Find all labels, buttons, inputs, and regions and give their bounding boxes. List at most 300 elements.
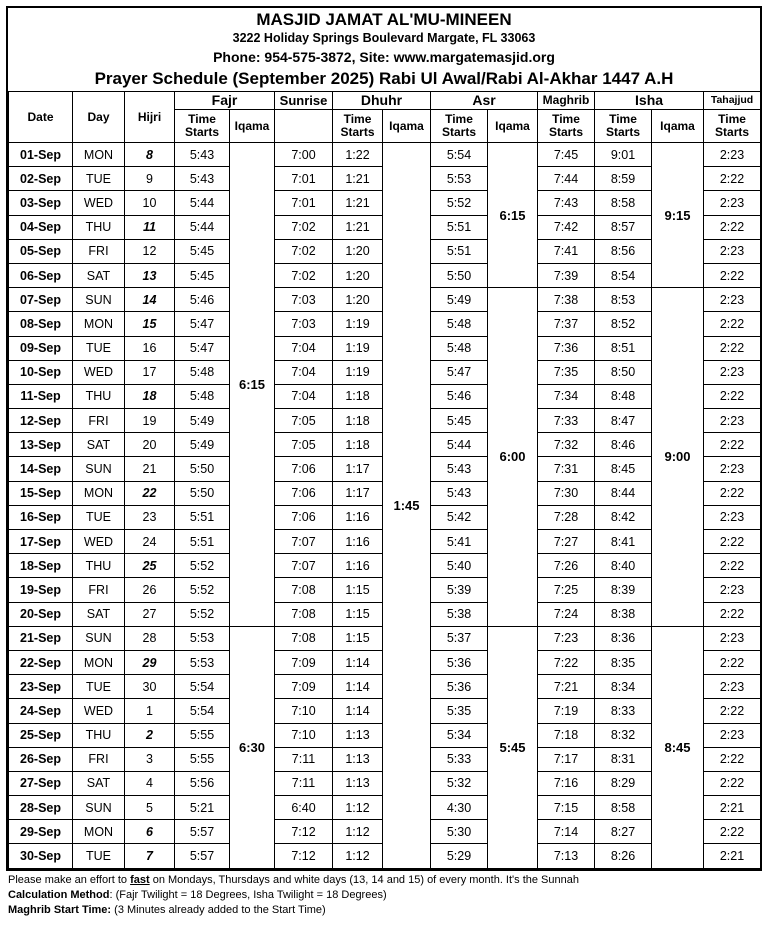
date-cell: 17-Sep (9, 530, 73, 554)
sunrise-time-cell: 7:03 (275, 312, 333, 336)
fajr-time-cell: 5:52 (175, 554, 230, 578)
sunrise-time-cell: 7:10 (275, 699, 333, 723)
sunrise-time-cell: 7:09 (275, 650, 333, 674)
hijri-cell: 16 (125, 336, 175, 360)
fajr-iqama-header: Iqama (230, 110, 275, 143)
maghrib-time-cell: 7:24 (538, 602, 595, 626)
date-cell: 07-Sep (9, 288, 73, 312)
date-cell: 03-Sep (9, 191, 73, 215)
tahajjud-time-cell: 2:23 (704, 288, 761, 312)
sunrise-time-cell: 7:02 (275, 239, 333, 263)
fajr-time-cell: 5:57 (175, 820, 230, 844)
asr-time-cell: 5:50 (431, 263, 488, 287)
sunrise-time-cell: 7:11 (275, 747, 333, 771)
sunrise-time-cell: 7:11 (275, 771, 333, 795)
asr-time-cell: 5:30 (431, 820, 488, 844)
tahajjud-time-cell: 2:22 (704, 384, 761, 408)
asr-iqama: 6:15 (488, 143, 538, 288)
isha-time-cell: 8:54 (595, 263, 652, 287)
sunrise-time-cell: 7:06 (275, 505, 333, 529)
isha-time-cell: 8:58 (595, 796, 652, 820)
isha-time-cell: 8:41 (595, 530, 652, 554)
asr-time-cell: 5:45 (431, 409, 488, 433)
fajr-time-cell: 5:56 (175, 771, 230, 795)
sunrise-time-cell: 7:01 (275, 167, 333, 191)
dhuhr-time-cell: 1:22 (333, 143, 383, 167)
asr-iqama: 6:00 (488, 288, 538, 627)
isha-time-cell: 8:36 (595, 626, 652, 650)
asr-iqama-header: Iqama (488, 110, 538, 143)
date-cell: 06-Sep (9, 263, 73, 287)
tahajjud-time-cell: 2:22 (704, 554, 761, 578)
day-cell: MON (73, 143, 125, 167)
date-cell: 18-Sep (9, 554, 73, 578)
hijri-cell: 12 (125, 239, 175, 263)
sunrise-time-cell: 7:12 (275, 844, 333, 868)
tahajjud-time-cell: 2:23 (704, 723, 761, 747)
isha-time-cell: 8:39 (595, 578, 652, 602)
tahajjud-time-cell: 2:22 (704, 747, 761, 771)
maghrib-time-cell: 7:22 (538, 650, 595, 674)
day-cell: TUE (73, 505, 125, 529)
dhuhr-time-cell: 1:21 (333, 167, 383, 191)
fajr-iqama: 6:15 (230, 143, 275, 627)
maghrib-time-cell: 7:39 (538, 263, 595, 287)
fajr-time-cell: 5:54 (175, 699, 230, 723)
dhuhr-time-cell: 1:12 (333, 844, 383, 868)
day-cell: MON (73, 481, 125, 505)
tahajjud-time-cell: 2:22 (704, 820, 761, 844)
day-cell: SAT (73, 263, 125, 287)
asr-time-cell: 5:36 (431, 675, 488, 699)
dhuhr-time-cell: 1:18 (333, 409, 383, 433)
day-cell: SUN (73, 457, 125, 481)
sunrise-time-cell: 7:02 (275, 263, 333, 287)
date-cell: 16-Sep (9, 505, 73, 529)
maghrib-time-cell: 7:26 (538, 554, 595, 578)
asr-time-cell: 5:47 (431, 360, 488, 384)
maghrib-time-cell: 7:15 (538, 796, 595, 820)
dhuhr-time-cell: 1:12 (333, 796, 383, 820)
footer-notes (8, 873, 579, 918)
day-cell: FRI (73, 578, 125, 602)
isha-time-cell: 8:29 (595, 771, 652, 795)
dhuhr-time-cell: 1:16 (333, 530, 383, 554)
tahajjud-time-cell: 2:23 (704, 360, 761, 384)
col-isha: Isha (595, 92, 704, 110)
maghrib-time-cell: 7:37 (538, 312, 595, 336)
dhuhr-time-cell: 1:17 (333, 457, 383, 481)
hijri-cell: 17 (125, 360, 175, 384)
isha-iqama: 8:45 (652, 626, 704, 868)
date-cell: 23-Sep (9, 675, 73, 699)
sunrise-time-cell: 7:04 (275, 384, 333, 408)
tahajjud-time-cell: 2:22 (704, 263, 761, 287)
hijri-cell: 4 (125, 771, 175, 795)
fajr-time-cell: 5:57 (175, 844, 230, 868)
tahajjud-time-cell: 2:23 (704, 239, 761, 263)
dhuhr-time-cell: 1:20 (333, 239, 383, 263)
fajr-time-cell: 5:52 (175, 602, 230, 626)
isha-iqama: 9:00 (652, 288, 704, 627)
tahajjud-time-cell: 2:23 (704, 505, 761, 529)
dhuhr-iqama: 1:45 (383, 143, 431, 869)
maghrib-time-cell: 7:23 (538, 626, 595, 650)
sunrise-time-cell: 7:04 (275, 360, 333, 384)
isha-time-cell: 8:53 (595, 288, 652, 312)
day-cell: WED (73, 699, 125, 723)
hijri-cell: 21 (125, 457, 175, 481)
asr-time-starts: Time Starts (431, 110, 488, 143)
fajr-iqama: 6:30 (230, 626, 275, 868)
isha-time-cell: 8:45 (595, 457, 652, 481)
isha-iqama-header: Iqama (652, 110, 704, 143)
isha-time-cell: 8:51 (595, 336, 652, 360)
maghrib-time-cell: 7:35 (538, 360, 595, 384)
day-cell: TUE (73, 844, 125, 868)
isha-time-starts: Time Starts (595, 110, 652, 143)
day-cell: SUN (73, 626, 125, 650)
asr-time-cell: 5:49 (431, 288, 488, 312)
tahajjud-time-cell: 2:22 (704, 699, 761, 723)
asr-time-cell: 5:42 (431, 505, 488, 529)
isha-time-cell: 8:46 (595, 433, 652, 457)
day-cell: TUE (73, 675, 125, 699)
tahajjud-time-cell: 2:22 (704, 602, 761, 626)
date-cell: 01-Sep (9, 143, 73, 167)
sunrise-time-cell: 7:03 (275, 288, 333, 312)
tahajjud-time-cell: 2:22 (704, 336, 761, 360)
isha-time-cell: 8:27 (595, 820, 652, 844)
tahajjud-time-cell: 2:22 (704, 530, 761, 554)
tahajjud-time-cell: 2:22 (704, 312, 761, 336)
maghrib-time-cell: 7:13 (538, 844, 595, 868)
hijri-cell: 25 (125, 554, 175, 578)
hijri-cell: 1 (125, 699, 175, 723)
col-sunrise: Sunrise (275, 92, 333, 110)
date-cell: 26-Sep (9, 747, 73, 771)
hijri-cell: 6 (125, 820, 175, 844)
tahajjud-time-cell: 2:23 (704, 191, 761, 215)
date-cell: 19-Sep (9, 578, 73, 602)
isha-time-cell: 8:31 (595, 747, 652, 771)
tahajjud-time-cell: 2:21 (704, 796, 761, 820)
date-cell: 28-Sep (9, 796, 73, 820)
maghrib-time-cell: 7:31 (538, 457, 595, 481)
maghrib-time-cell: 7:25 (538, 578, 595, 602)
date-cell: 04-Sep (9, 215, 73, 239)
schedule-title: Prayer Schedule (September 2025) Rabi Ul Awal/Rabi Al-Akhar 1447 A.H (94, 69, 674, 88)
hijri-cell: 29 (125, 650, 175, 674)
dhuhr-time-cell: 1:19 (333, 312, 383, 336)
sunrise-time-cell: 7:08 (275, 602, 333, 626)
sunrise-time-cell: 7:08 (275, 626, 333, 650)
fajr-time-cell: 5:21 (175, 796, 230, 820)
day-cell: THU (73, 215, 125, 239)
hijri-cell: 24 (125, 530, 175, 554)
day-cell: TUE (73, 167, 125, 191)
hijri-cell: 19 (125, 409, 175, 433)
dhuhr-time-cell: 1:17 (333, 481, 383, 505)
day-cell: THU (73, 723, 125, 747)
table-row (9, 143, 761, 167)
isha-time-cell: 8:40 (595, 554, 652, 578)
dhuhr-time-cell: 1:19 (333, 336, 383, 360)
fajr-time-cell: 5:51 (175, 505, 230, 529)
date-cell: 12-Sep (9, 409, 73, 433)
hijri-cell: 28 (125, 626, 175, 650)
dhuhr-time-cell: 1:20 (333, 263, 383, 287)
tahajjud-time-cell: 2:23 (704, 675, 761, 699)
fajr-time-cell: 5:49 (175, 433, 230, 457)
day-cell: SUN (73, 288, 125, 312)
hijri-cell: 26 (125, 578, 175, 602)
dhuhr-iqama-header: Iqama (383, 110, 431, 143)
dhuhr-time-cell: 1:13 (333, 723, 383, 747)
asr-time-cell: 5:40 (431, 554, 488, 578)
footer-maghrib-note: Maghrib Start Time: (3 Minutes already added to the Start Time) (8, 904, 326, 916)
asr-time-cell: 5:37 (431, 626, 488, 650)
hijri-cell: 15 (125, 312, 175, 336)
fajr-time-cell: 5:50 (175, 457, 230, 481)
schedule-body (9, 143, 761, 869)
tahajjud-time-cell: 2:22 (704, 167, 761, 191)
tahajjud-time-cell: 2:23 (704, 578, 761, 602)
isha-time-cell: 8:34 (595, 675, 652, 699)
masjid-name: MASJID JAMAT AL'MU-MINEEN (256, 10, 512, 29)
maghrib-time-cell: 7:32 (538, 433, 595, 457)
fajr-time-cell: 5:51 (175, 530, 230, 554)
day-cell: THU (73, 554, 125, 578)
maghrib-time-cell: 7:30 (538, 481, 595, 505)
fajr-time-cell: 5:45 (175, 239, 230, 263)
dhuhr-time-cell: 1:14 (333, 650, 383, 674)
isha-time-cell: 8:50 (595, 360, 652, 384)
isha-time-cell: 8:44 (595, 481, 652, 505)
maghrib-time-cell: 7:27 (538, 530, 595, 554)
asr-time-cell: 5:48 (431, 312, 488, 336)
isha-time-cell: 8:26 (595, 844, 652, 868)
dhuhr-time-cell: 1:15 (333, 626, 383, 650)
date-cell: 20-Sep (9, 602, 73, 626)
hijri-cell: 8 (125, 143, 175, 167)
asr-time-cell: 5:43 (431, 457, 488, 481)
asr-time-cell: 5:34 (431, 723, 488, 747)
sunrise-time-cell: 7:02 (275, 215, 333, 239)
day-cell: MON (73, 650, 125, 674)
date-cell: 13-Sep (9, 433, 73, 457)
dhuhr-time-cell: 1:20 (333, 288, 383, 312)
asr-iqama: 5:45 (488, 626, 538, 868)
dhuhr-time-cell: 1:19 (333, 360, 383, 384)
sunrise-blank-header (275, 110, 333, 143)
maghrib-time-cell: 7:41 (538, 239, 595, 263)
asr-time-cell: 5:36 (431, 650, 488, 674)
maghrib-time-cell: 7:16 (538, 771, 595, 795)
isha-time-cell: 8:59 (595, 167, 652, 191)
dhuhr-time-cell: 1:15 (333, 578, 383, 602)
sunrise-time-cell: 7:05 (275, 409, 333, 433)
tahajjud-time-cell: 2:21 (704, 844, 761, 868)
asr-time-cell: 5:46 (431, 384, 488, 408)
date-cell: 15-Sep (9, 481, 73, 505)
day-cell: MON (73, 820, 125, 844)
tahajjud-time-cell: 2:22 (704, 771, 761, 795)
sunrise-time-cell: 7:08 (275, 578, 333, 602)
fajr-time-cell: 5:55 (175, 747, 230, 771)
col-date: Date (9, 92, 73, 143)
isha-time-cell: 8:38 (595, 602, 652, 626)
date-cell: 25-Sep (9, 723, 73, 747)
isha-time-cell: 8:33 (595, 699, 652, 723)
date-cell: 09-Sep (9, 336, 73, 360)
hijri-cell: 11 (125, 215, 175, 239)
maghrib-time-cell: 7:14 (538, 820, 595, 844)
day-cell: SUN (73, 796, 125, 820)
date-cell: 08-Sep (9, 312, 73, 336)
sunrise-time-cell: 7:06 (275, 481, 333, 505)
col-fajr: Fajr (175, 92, 275, 110)
maghrib-time-cell: 7:18 (538, 723, 595, 747)
fajr-time-cell: 5:47 (175, 336, 230, 360)
isha-time-cell: 8:58 (595, 191, 652, 215)
hijri-cell: 5 (125, 796, 175, 820)
isha-time-cell: 8:35 (595, 650, 652, 674)
tahajjud-time-cell: 2:22 (704, 215, 761, 239)
fajr-time-cell: 5:54 (175, 675, 230, 699)
asr-time-cell: 5:54 (431, 143, 488, 167)
date-cell: 02-Sep (9, 167, 73, 191)
fajr-time-cell: 5:53 (175, 650, 230, 674)
date-cell: 05-Sep (9, 239, 73, 263)
hijri-cell: 13 (125, 263, 175, 287)
fajr-time-cell: 5:48 (175, 384, 230, 408)
asr-time-cell: 5:51 (431, 239, 488, 263)
hijri-cell: 18 (125, 384, 175, 408)
hijri-cell: 2 (125, 723, 175, 747)
tahajjud-time-starts: Time Starts (704, 110, 761, 143)
dhuhr-time-starts: Time Starts (333, 110, 383, 143)
col-maghrib: Maghrib (538, 92, 595, 110)
date-cell: 21-Sep (9, 626, 73, 650)
sunrise-time-cell: 7:09 (275, 675, 333, 699)
sunrise-time-cell: 7:01 (275, 191, 333, 215)
prayer-schedule-sheet (6, 6, 762, 871)
footer-fast-note: Please make an effort to fast on Mondays, Thursdays and white days (13, 14 and 15) of every month. It's the Sunnah (8, 874, 579, 886)
maghrib-time-cell: 7:21 (538, 675, 595, 699)
dhuhr-time-cell: 1:15 (333, 602, 383, 626)
footer-calculation-method: Calculation Method: (Fajr Twilight = 18 Degrees, Isha Twilight = 18 Degrees) (8, 889, 387, 901)
maghrib-time-cell: 7:42 (538, 215, 595, 239)
date-cell: 27-Sep (9, 771, 73, 795)
sunrise-time-cell: 7:07 (275, 554, 333, 578)
date-cell: 30-Sep (9, 844, 73, 868)
fajr-time-cell: 5:47 (175, 312, 230, 336)
date-cell: 14-Sep (9, 457, 73, 481)
col-hijri: Hijri (125, 92, 175, 143)
fajr-time-cell: 5:44 (175, 215, 230, 239)
dhuhr-time-cell: 1:16 (333, 554, 383, 578)
fajr-time-cell: 5:43 (175, 143, 230, 167)
masjid-address: 3222 Holiday Springs Boulevard Margate, FL 33063 (232, 31, 536, 45)
maghrib-time-cell: 7:43 (538, 191, 595, 215)
tahajjud-time-cell: 2:23 (704, 409, 761, 433)
dhuhr-time-cell: 1:14 (333, 699, 383, 723)
maghrib-time-cell: 7:36 (538, 336, 595, 360)
maghrib-time-cell: 7:33 (538, 409, 595, 433)
day-cell: SAT (73, 433, 125, 457)
day-cell: SAT (73, 602, 125, 626)
day-cell: MON (73, 312, 125, 336)
hijri-cell: 23 (125, 505, 175, 529)
isha-time-cell: 8:57 (595, 215, 652, 239)
day-cell: FRI (73, 409, 125, 433)
dhuhr-time-cell: 1:12 (333, 820, 383, 844)
dhuhr-time-cell: 1:21 (333, 215, 383, 239)
fajr-time-cell: 5:52 (175, 578, 230, 602)
date-cell: 29-Sep (9, 820, 73, 844)
tahajjud-time-cell: 2:22 (704, 433, 761, 457)
sunrise-time-cell: 7:10 (275, 723, 333, 747)
tahajjud-time-cell: 2:23 (704, 457, 761, 481)
sunrise-time-cell: 7:05 (275, 433, 333, 457)
fajr-time-cell: 5:43 (175, 167, 230, 191)
col-tahajjud: Tahajjud (704, 92, 761, 110)
asr-time-cell: 5:48 (431, 336, 488, 360)
asr-time-cell: 4:30 (431, 796, 488, 820)
day-cell: TUE (73, 336, 125, 360)
date-cell: 11-Sep (9, 384, 73, 408)
fajr-time-cell: 5:44 (175, 191, 230, 215)
hijri-cell: 30 (125, 675, 175, 699)
asr-time-cell: 5:51 (431, 215, 488, 239)
dhuhr-time-cell: 1:18 (333, 384, 383, 408)
asr-time-cell: 5:38 (431, 602, 488, 626)
date-cell: 10-Sep (9, 360, 73, 384)
maghrib-time-cell: 7:34 (538, 384, 595, 408)
dhuhr-time-cell: 1:21 (333, 191, 383, 215)
fajr-time-cell: 5:46 (175, 288, 230, 312)
hijri-cell: 14 (125, 288, 175, 312)
hijri-cell: 9 (125, 167, 175, 191)
asr-time-cell: 5:39 (431, 578, 488, 602)
asr-time-cell: 5:53 (431, 167, 488, 191)
asr-time-cell: 5:35 (431, 699, 488, 723)
dhuhr-time-cell: 1:14 (333, 675, 383, 699)
maghrib-time-starts: Time Starts (538, 110, 595, 143)
isha-time-cell: 8:56 (595, 239, 652, 263)
asr-time-cell: 5:29 (431, 844, 488, 868)
tahajjud-time-cell: 2:23 (704, 626, 761, 650)
hijri-cell: 27 (125, 602, 175, 626)
isha-time-cell: 8:52 (595, 312, 652, 336)
sunrise-time-cell: 6:40 (275, 796, 333, 820)
sunrise-time-cell: 7:00 (275, 143, 333, 167)
col-asr: Asr (431, 92, 538, 110)
hijri-cell: 7 (125, 844, 175, 868)
col-dhuhr: Dhuhr (333, 92, 431, 110)
fajr-time-cell: 5:48 (175, 360, 230, 384)
day-cell: WED (73, 530, 125, 554)
isha-time-cell: 9:01 (595, 143, 652, 167)
day-cell: SAT (73, 771, 125, 795)
asr-time-cell: 5:43 (431, 481, 488, 505)
day-cell: WED (73, 360, 125, 384)
fajr-time-cell: 5:53 (175, 626, 230, 650)
maghrib-time-cell: 7:45 (538, 143, 595, 167)
sunrise-time-cell: 7:06 (275, 457, 333, 481)
tahajjud-time-cell: 2:22 (704, 481, 761, 505)
